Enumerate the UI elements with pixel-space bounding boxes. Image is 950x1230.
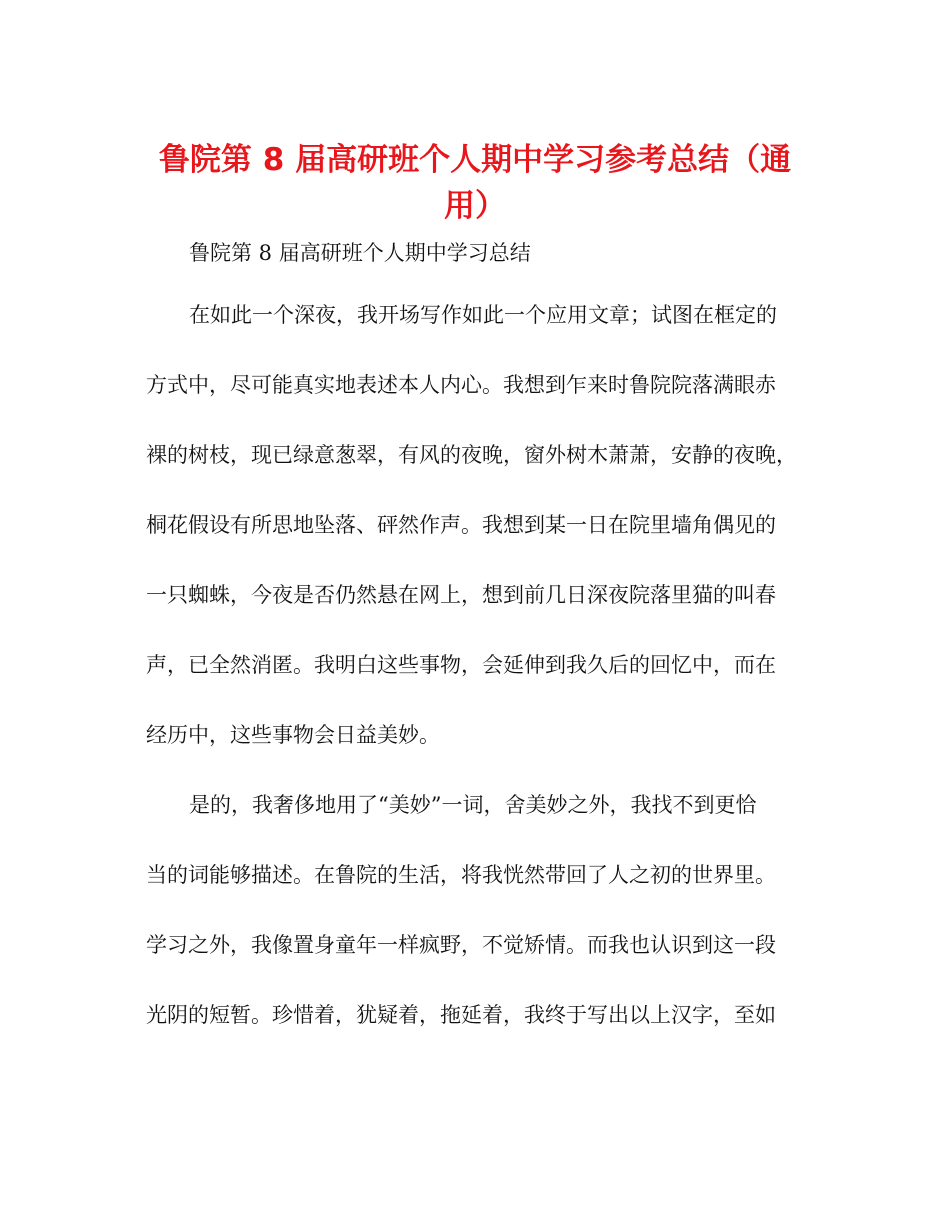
document-subtitle: 鲁院第 8 届高研班个人期中学习总结: [189, 241, 531, 265]
document-title-line-2: 用）: [444, 188, 506, 224]
body-line-8: 是的，我奢侈地用了“美妙”一词，舍美妙之外，我找不到更恰: [189, 793, 757, 817]
body-line-9: 当的词能够描述。在鲁院的生活，将我恍然带回了人之初的世界里。: [146, 863, 776, 887]
body-line-1: 在如此一个深夜，我开场写作如此一个应用文章；试图在框定的: [189, 303, 777, 327]
document-title-line-1: 鲁院第 8 届高研班个人期中学习参考总结（通: [158, 142, 792, 178]
body-line-10: 学习之外，我像置身童年一样疯野，不觉矫情。而我也认识到这一段: [146, 933, 776, 957]
body-line-3: 裸的树枝，现已绿意葱翠，有风的夜晚，窗外树木萧萧，安静的夜晚，: [146, 443, 797, 467]
body-line-6: 声，已全然消匿。我明白这些事物，会延伸到我久后的回忆中，而在: [146, 653, 776, 677]
body-line-4: 桐花假设有所思地坠落、砰然作声。我想到某一日在院里墙角偶见的: [146, 513, 776, 537]
body-line-11: 光阴的短暂。珍惜着，犹疑着，拖延着，我终于写出以上汉字，至如: [146, 1003, 776, 1027]
body-line-7: 经历中，这些事物会日益美妙。: [146, 723, 440, 747]
body-line-5: 一只蜘蛛，今夜是否仍然悬在网上，想到前几日深夜院落里猫的叫春: [146, 583, 776, 607]
body-line-2: 方式中，尽可能真实地表述本人内心。我想到乍来时鲁院院落满眼赤: [146, 373, 776, 397]
